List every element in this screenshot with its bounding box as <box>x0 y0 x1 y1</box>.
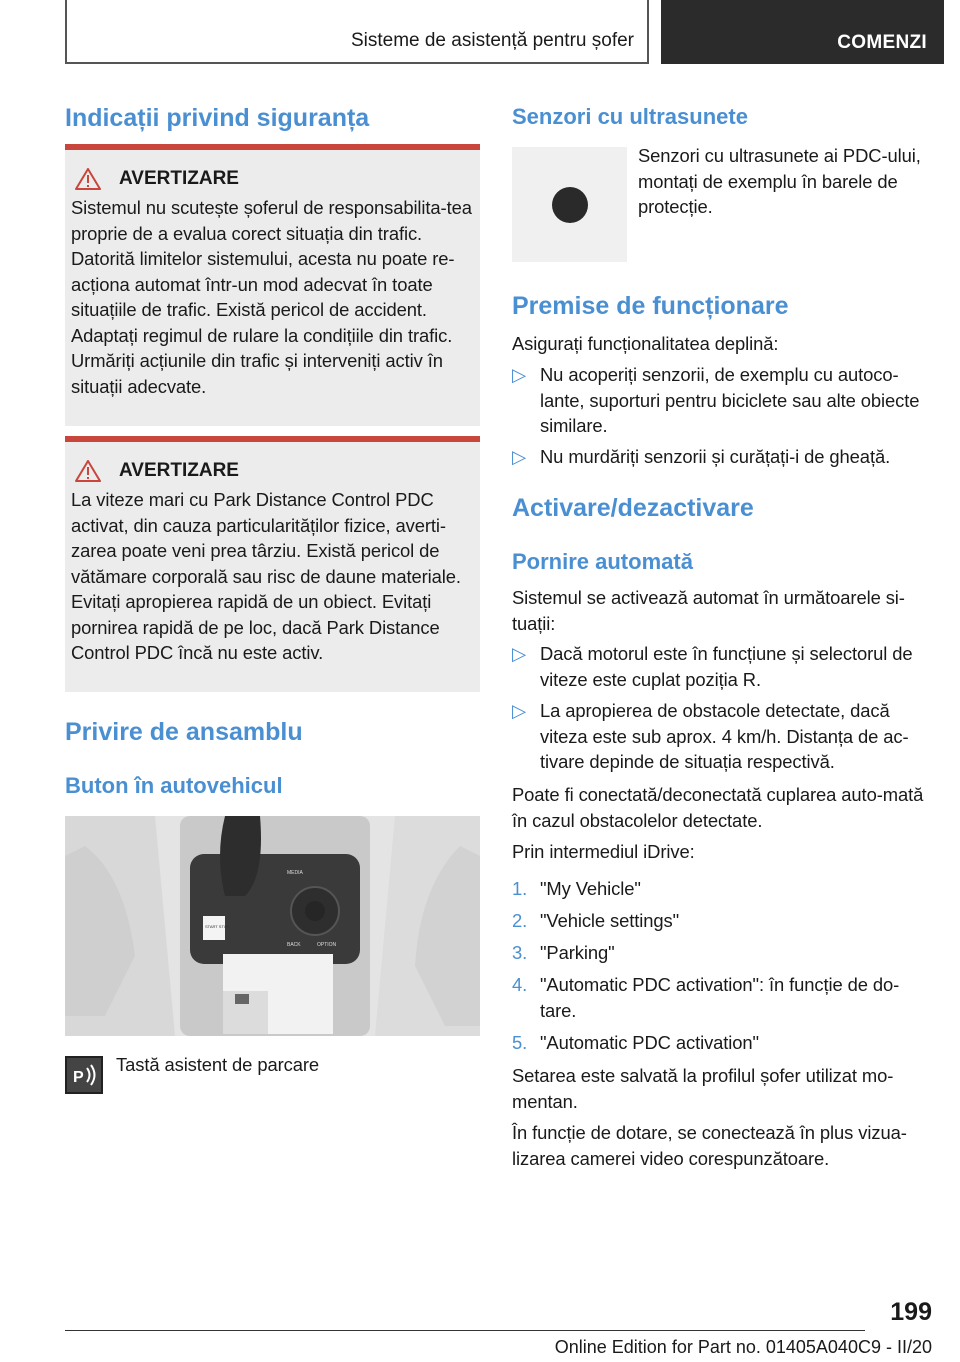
triangle-bullet-icon: ▷ <box>512 700 527 721</box>
step-text: "Parking" <box>540 942 615 963</box>
heading-activation: Activare/dezactivare <box>512 494 754 522</box>
warning-box-2 <box>65 436 480 692</box>
subheading-button-in-vehicle: Buton în autovehicul <box>65 773 283 798</box>
header-chapter-title: COMENZI <box>837 32 927 53</box>
triangle-bullet-icon: ▷ <box>512 364 527 385</box>
warning-text: Sistemul nu scutește șoferul de responsabilita-tea proprie de a evalua corect situația din trafic. Datorită limitelor sistemului, acesta nu poate re-acționa automat într-un mod adecvat în toate situațiile de trafic. Există pericol de accident. Adaptați regimul de rulare la condițiile din trafic. Urmăriți acțiunile din trafic și interveniți activ în situații adecvate. <box>71 197 472 397</box>
warning-label: AVERTIZARE <box>119 168 239 189</box>
triangle-bullet-icon: ▷ <box>512 643 527 664</box>
warning-text: La viteze mari cu Park Distance Control PDC activat, din cauza particularităților fizice, averti-zarea poate veni prea târziu. Există pericol de vătămare corporală sau risc de daune materiale. Evitați apropierea rapidă de un obiect. Evitați pornirea rapidă de pe loc, dacă Park Distance Control PDC încă nu este activ. <box>71 489 461 663</box>
warning-label: AVERTIZARE <box>119 460 239 481</box>
heading-safety: Indicații privind siguranța <box>65 104 370 132</box>
warning-triangle-icon <box>75 460 101 482</box>
step-number: 2. <box>512 910 528 931</box>
center-console-photo <box>65 816 480 1036</box>
step-text: "Automatic PDC activation" <box>540 1032 759 1053</box>
auto-note: Poate fi conectată/deconectată cuplarea auto-mată în cazul obstacolelor detectate. <box>512 784 924 831</box>
camera-note: În funcție de dotare, se conectează în plus vizua-lizarea camerei video corespunzătoare. <box>512 1122 907 1169</box>
sensors-caption: Senzori cu ultrasunete ai PDC-ului, montați de exemplu în barele de protecție. <box>638 145 921 217</box>
subheading-auto-start: Pornire automată <box>512 549 693 574</box>
step-text: "Automatic PDC activation": în funcție de do-tare. <box>540 974 900 1021</box>
header-chapter-tab <box>661 0 944 64</box>
page-number: 199 <box>890 1298 932 1326</box>
auto-intro: Sistemul se activează automat în următoarele si-tuații: <box>512 587 905 634</box>
sensor-icon <box>552 187 588 223</box>
list-item-text: La apropierea de obstacole detectate, dacă viteza este sub aprox. 4 km/h. Distanța de ac-tivare depinde de situația respectivă. <box>540 700 909 772</box>
list-item <box>512 698 932 775</box>
warning-triangle-icon <box>75 168 101 190</box>
ultrasonic-sensor-image <box>512 147 627 262</box>
step-number: 3. <box>512 942 528 963</box>
step-number: 4. <box>512 974 528 995</box>
header-section-tab <box>65 0 649 64</box>
photo-label-start-stop: START STOP <box>205 924 230 929</box>
step-text: "My Vehicle" <box>540 878 641 899</box>
step-item <box>512 908 932 934</box>
footer-edition: Online Edition for Part no. 01405A040C9 - II/20 <box>554 1337 932 1357</box>
photo-label-back: BACK <box>287 942 301 948</box>
list-item-text: Nu acoperiți senzorii, de exemplu cu autoco-lante, suporturi pentru biciclete sau alte obiecte similare. <box>540 364 920 436</box>
heading-ultrasonic-sensors: Senzori cu ultrasunete <box>512 104 748 129</box>
step-item <box>512 972 932 1023</box>
list-item <box>512 444 932 470</box>
footer-divider <box>65 1330 865 1331</box>
step-item <box>512 940 932 966</box>
svg-text:P: P <box>73 1069 84 1086</box>
step-item <box>512 876 932 902</box>
list-item-text: Dacă motorul este în funcțiune și selectorul de viteze este cuplat poziția R. <box>540 643 913 690</box>
step-number: 5. <box>512 1032 528 1053</box>
idrive-intro: Prin intermediul iDrive: <box>512 841 695 862</box>
list-item-text: Nu murdăriți senzorii și curățați-i de gheață. <box>540 446 891 467</box>
step-number: 1. <box>512 878 528 899</box>
list-item <box>512 641 932 692</box>
button-caption: Tastă asistent de parcare <box>116 1054 319 1075</box>
triangle-bullet-icon: ▷ <box>512 446 527 467</box>
heading-overview: Privire de ansamblu <box>65 718 303 746</box>
list-item <box>512 362 932 439</box>
step-item <box>512 1030 932 1056</box>
step-text: "Vehicle settings" <box>540 910 680 931</box>
parking-assistant-button-icon <box>65 1056 103 1094</box>
header-section-title: Sisteme de asistență pentru șofer <box>350 30 634 51</box>
photo-label-option: OPTION <box>317 942 337 948</box>
heading-prerequisites: Premise de funcționare <box>512 292 789 320</box>
photo-label-media: MEDIA <box>287 870 303 876</box>
saved-note: Setarea este salvată la profilul șofer utilizat mo-mentan. <box>512 1065 894 1112</box>
warning-box-1 <box>65 144 480 426</box>
prereq-intro: Asigurați funcționalitatea deplină: <box>512 333 779 354</box>
